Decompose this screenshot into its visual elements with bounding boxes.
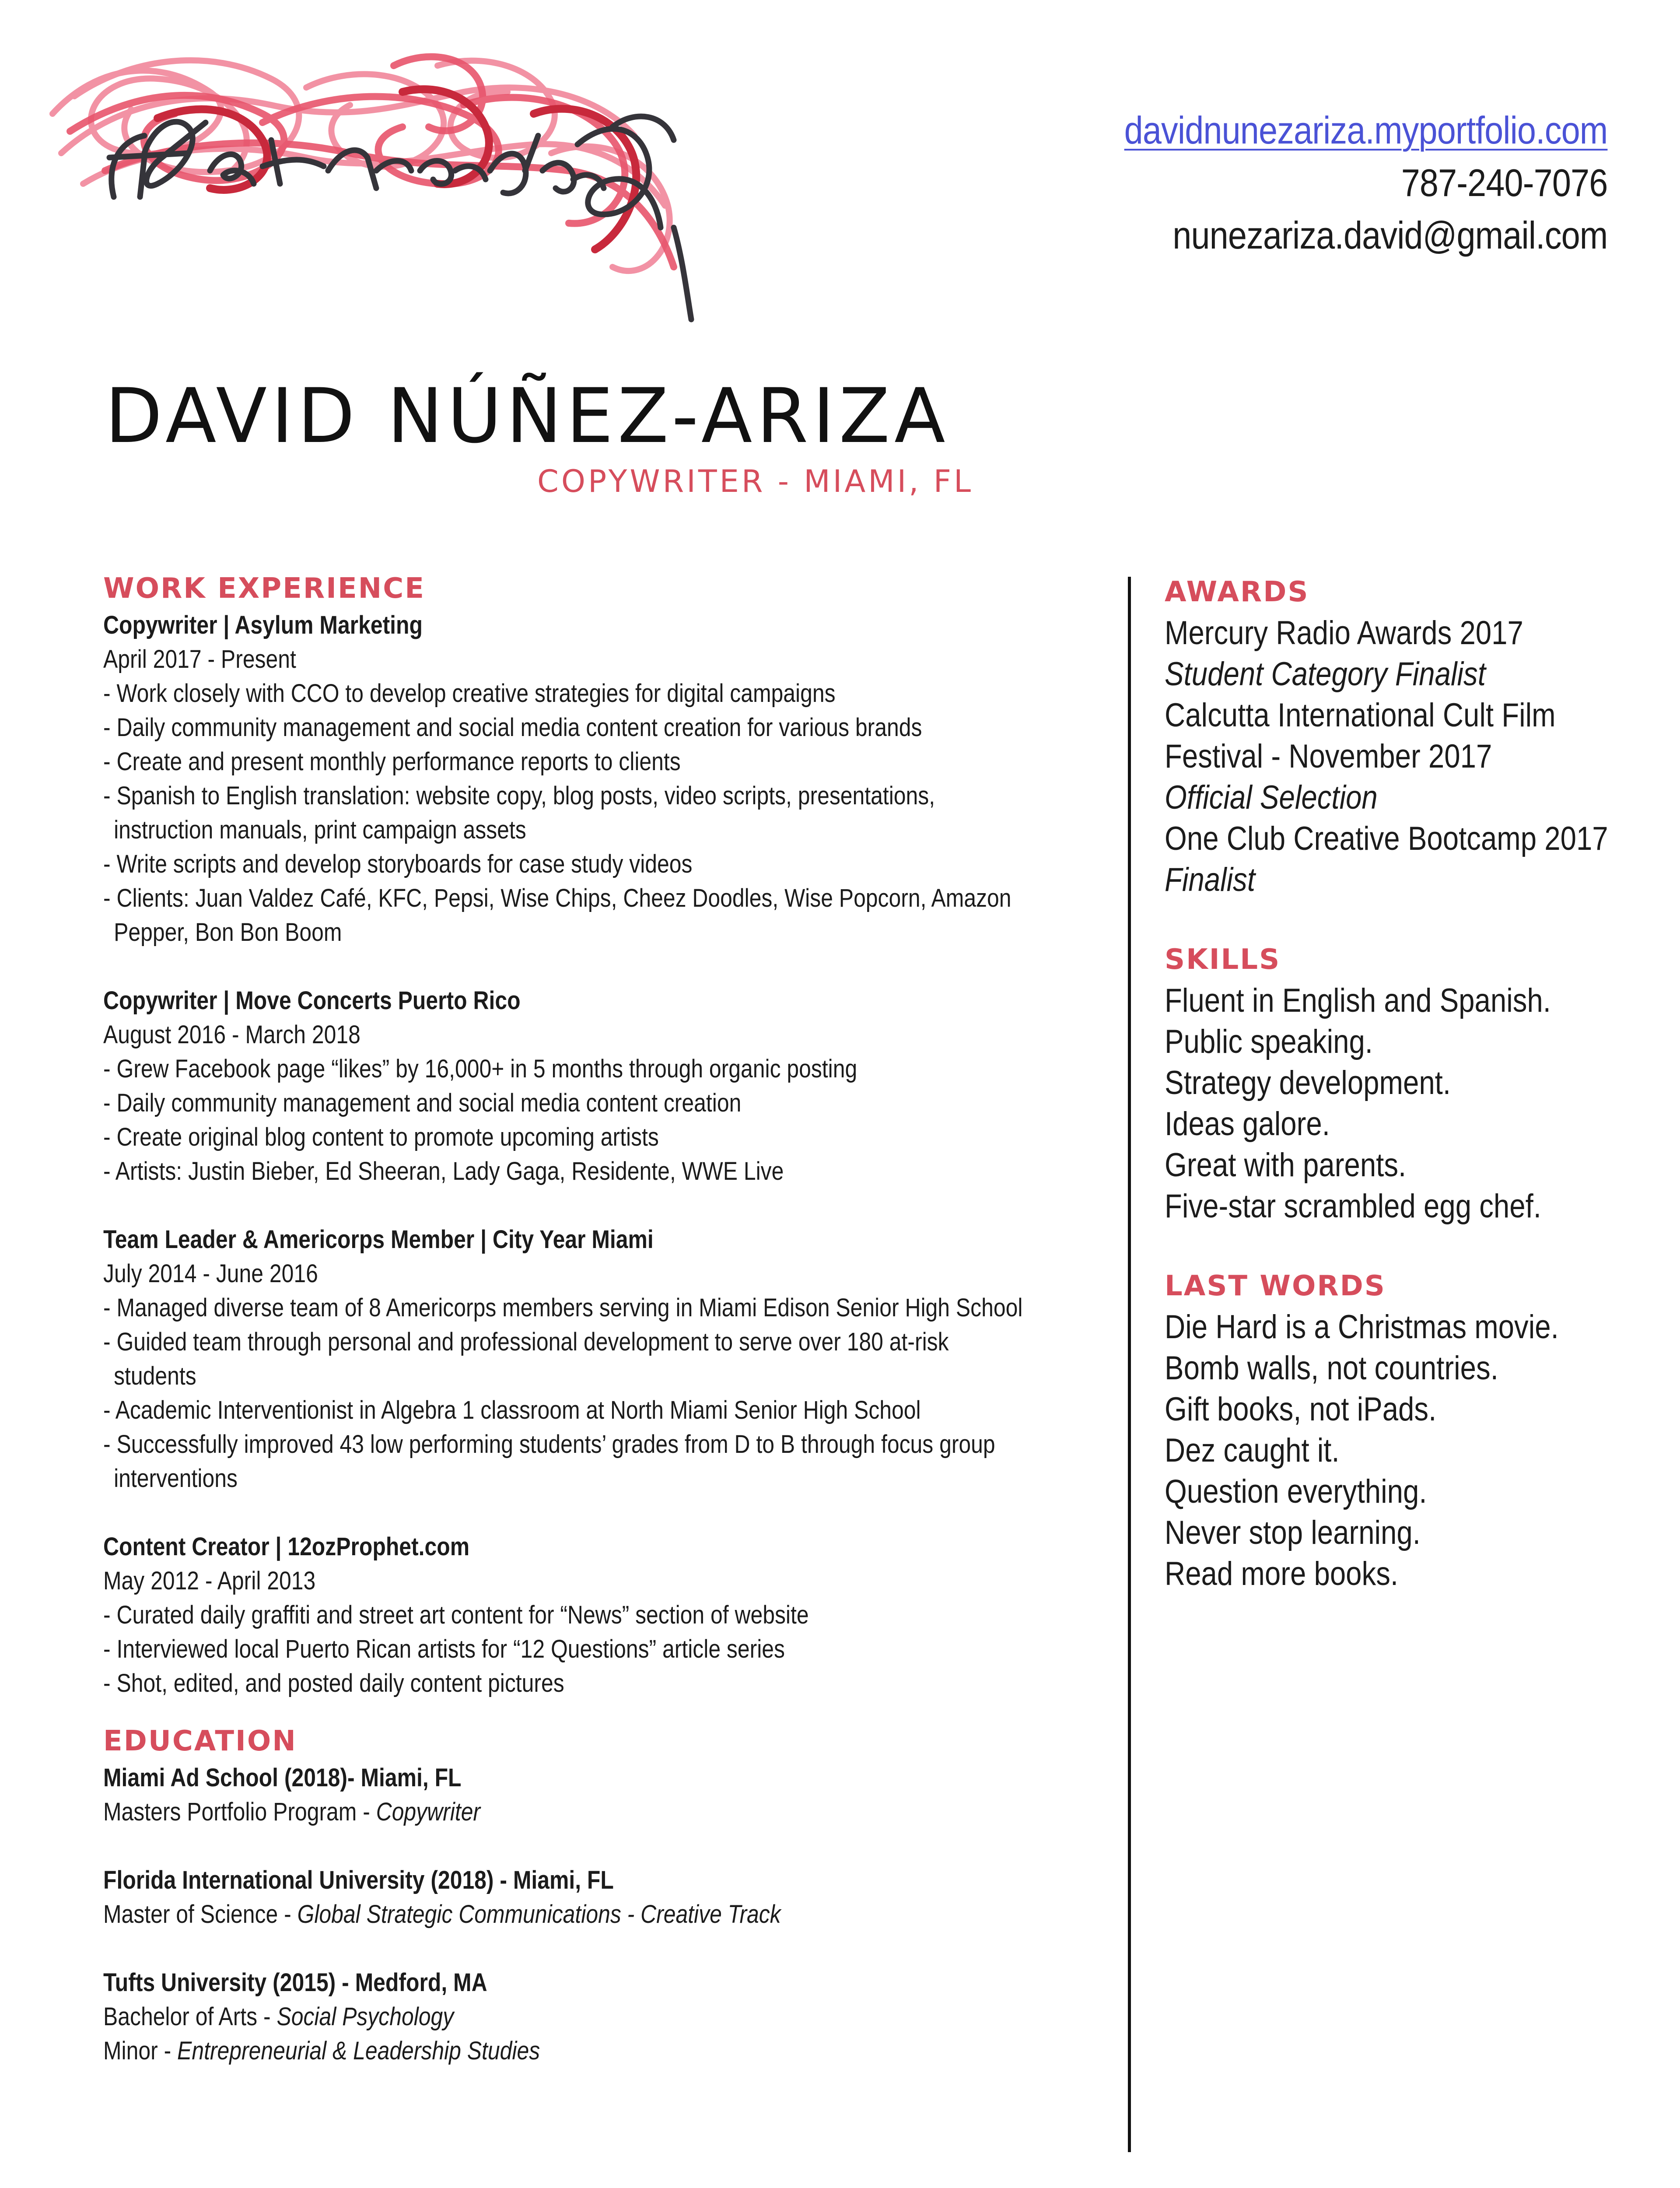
school-entry: [103, 1966, 1088, 2068]
skill-line: Public speaking.: [1165, 1023, 1373, 1060]
column-divider: [1128, 577, 1131, 2152]
left-column: [103, 569, 1088, 2102]
degree-separator: -: [357, 1798, 376, 1826]
skill-line: Five-star scrambled egg chef.: [1165, 1188, 1541, 1225]
job-bullet: - Clients: Juan Valdez Café, KFC, Pepsi, Wise Chips, Cheez Doodles, Wise Popcorn, Amazon: [103, 884, 1012, 912]
last-words-line: Never stop learning.: [1165, 1514, 1421, 1551]
job-bullet: instruction manuals, print campaign assets: [114, 816, 526, 844]
job-entry: [103, 1530, 1088, 1701]
job-bullet: - Create original blog content to promote upcoming artists: [103, 1123, 659, 1151]
job-bullet: - Curated daily graffiti and street art content for “News” section of website: [103, 1601, 809, 1629]
job-dates: August 2016 - March 2018: [103, 1020, 360, 1049]
email-address: nunezariza.david@gmail.com: [1172, 214, 1607, 257]
last-words-line: Question everything.: [1165, 1473, 1427, 1510]
job-title: Copywriter | Move Concerts Puerto Rico: [103, 986, 521, 1015]
job-entry: [103, 984, 1088, 1189]
skills-list: [1165, 980, 1602, 1227]
last-words-line: Bomb walls, not countries.: [1165, 1350, 1498, 1387]
job-bullet: students: [114, 1362, 196, 1390]
phone-number: 787-240-7076: [1401, 161, 1607, 204]
job-dates: May 2012 - April 2013: [103, 1567, 316, 1595]
job-bullet: - Spanish to English translation: website copy, blog posts, video scripts, presentations,: [103, 782, 935, 810]
skill-line: Great with parents.: [1165, 1147, 1407, 1184]
job-bullet: - Write scripts and develop storyboards for case study videos: [103, 850, 693, 878]
award-line: Student Category Finalist: [1165, 656, 1486, 693]
job-bullet: - Shot, edited, and posted daily content pictures: [103, 1669, 564, 1697]
degree-label: Master of Science: [103, 1900, 278, 1929]
right-column: [1165, 572, 1608, 1634]
portfolio-link[interactable]: davidnunezariza.myportfolio.com: [1124, 109, 1607, 152]
awards-section: [1165, 572, 1608, 901]
job-bullet: - Interviewed local Puerto Rican artists for “12 Questions” article series: [103, 1635, 785, 1663]
last-words-line: Read more books.: [1165, 1555, 1399, 1592]
work-experience-section: [103, 569, 1088, 1701]
job-bullet: - Daily community management and social media content creation: [103, 1089, 742, 1117]
job-bullet: - Work closely with CCO to develop creative strategies for digital campaigns: [103, 679, 836, 708]
skill-line: Fluent in English and Spanish.: [1165, 982, 1551, 1019]
last-words-heading: LAST WORDS: [1165, 1270, 1386, 1302]
skills-heading: SKILLS: [1165, 943, 1281, 976]
school-title: Florida International University (2018) - Miami, FL: [103, 1866, 614, 1894]
job-title: Copywriter | Asylum Marketing: [103, 611, 423, 639]
degree-row: [103, 1795, 1085, 1829]
job-dates: April 2017 - Present: [103, 645, 296, 673]
job-bullet: - Create and present monthly performance reports to clients: [103, 747, 681, 776]
award-line: One Club Creative Bootcamp 2017: [1165, 820, 1608, 857]
job-dates: July 2014 - June 2016: [103, 1259, 318, 1288]
job-bullet: Pepper, Bon Bon Boom: [114, 918, 342, 947]
job-bullet: - Daily community management and social media content creation for various brands: [103, 713, 922, 742]
last-words-line: Dez caught it.: [1165, 1432, 1340, 1469]
school-title: Miami Ad School (2018)- Miami, FL: [103, 1764, 462, 1792]
job-bullet: - Guided team through personal and professional development to serve over 180 at-risk: [103, 1328, 949, 1356]
job-title: Content Creator | 12ozProphet.com: [103, 1532, 470, 1561]
skill-line: Strategy development.: [1165, 1064, 1451, 1101]
award-line: Festival - November 2017: [1165, 738, 1492, 775]
degree-separator: -: [158, 2037, 178, 2065]
last-words-line: Gift books, not iPads.: [1165, 1391, 1437, 1428]
job-entry: [103, 608, 1088, 950]
degree-detail: Social Psychology: [276, 2002, 454, 2031]
job-list: [103, 608, 1088, 1701]
candidate-name: DAVID NÚÑEZ-ARIZA: [105, 372, 950, 460]
job-bullet: - Successfully improved 43 low performing students’ grades from D to B through focus group: [103, 1430, 995, 1459]
last-words-section: [1165, 1266, 1602, 1595]
skills-section: [1165, 940, 1602, 1227]
candidate-subtitle: COPYWRITER - MIAMI, FL: [537, 463, 974, 499]
job-bullet: - Managed diverse team of 8 Americorps members serving in Miami Edison Senior High School: [103, 1294, 1023, 1322]
degree-detail: Copywriter: [376, 1798, 481, 1826]
degree-separator: -: [278, 1900, 298, 1929]
job-bullet: - Artists: Justin Bieber, Ed Sheeran, Lady Gaga, Residente, WWE Live: [103, 1157, 784, 1185]
skill-line: Ideas galore.: [1165, 1105, 1330, 1143]
job-entry: [103, 1223, 1088, 1496]
school-entry: [103, 1863, 1088, 1932]
last-words-list: [1165, 1307, 1602, 1595]
award-line: Calcutta International Cult Film: [1165, 697, 1556, 734]
degree-row: [103, 1897, 1085, 1932]
degree-label: Minor: [103, 2037, 158, 2065]
last-words-line: Die Hard is a Christmas movie.: [1165, 1308, 1559, 1346]
work-experience-heading: WORK EXPERIENCE: [103, 572, 425, 605]
degree-row: [103, 2000, 1085, 2034]
contact-block: [1058, 104, 1607, 262]
degree-separator: -: [257, 2002, 277, 2031]
school-list: [103, 1761, 1088, 2068]
job-bullet: - Grew Facebook page “likes” by 16,000+ in 5 months through organic posting: [103, 1055, 858, 1083]
school-title: Tufts University (2015) - Medford, MA: [103, 1968, 487, 1997]
awards-list: [1165, 613, 1608, 901]
education-heading: EDUCATION: [103, 1725, 297, 1757]
signature-logo: [44, 39, 744, 372]
degree-detail: Entrepreneurial & Leadership Studies: [177, 2037, 540, 2065]
education-section: [103, 1722, 1088, 2068]
awards-heading: AWARDS: [1165, 576, 1309, 608]
award-line: Official Selection: [1165, 779, 1378, 816]
job-title: Team Leader & Americorps Member | City Year Miami: [103, 1225, 654, 1254]
degree-label: Bachelor of Arts: [103, 2002, 258, 2031]
award-line: Finalist: [1165, 861, 1256, 898]
degree-row: [103, 2034, 1085, 2068]
school-entry: [103, 1761, 1088, 1829]
award-line: Mercury Radio Awards 2017: [1165, 614, 1523, 652]
degree-label: Masters Portfolio Program: [103, 1798, 357, 1826]
job-bullet: - Academic Interventionist in Algebra 1 classroom at North Miami Senior High School: [103, 1396, 921, 1424]
degree-detail: Global Strategic Communications - Creative Track: [297, 1900, 781, 1929]
job-bullet: interventions: [114, 1464, 238, 1493]
